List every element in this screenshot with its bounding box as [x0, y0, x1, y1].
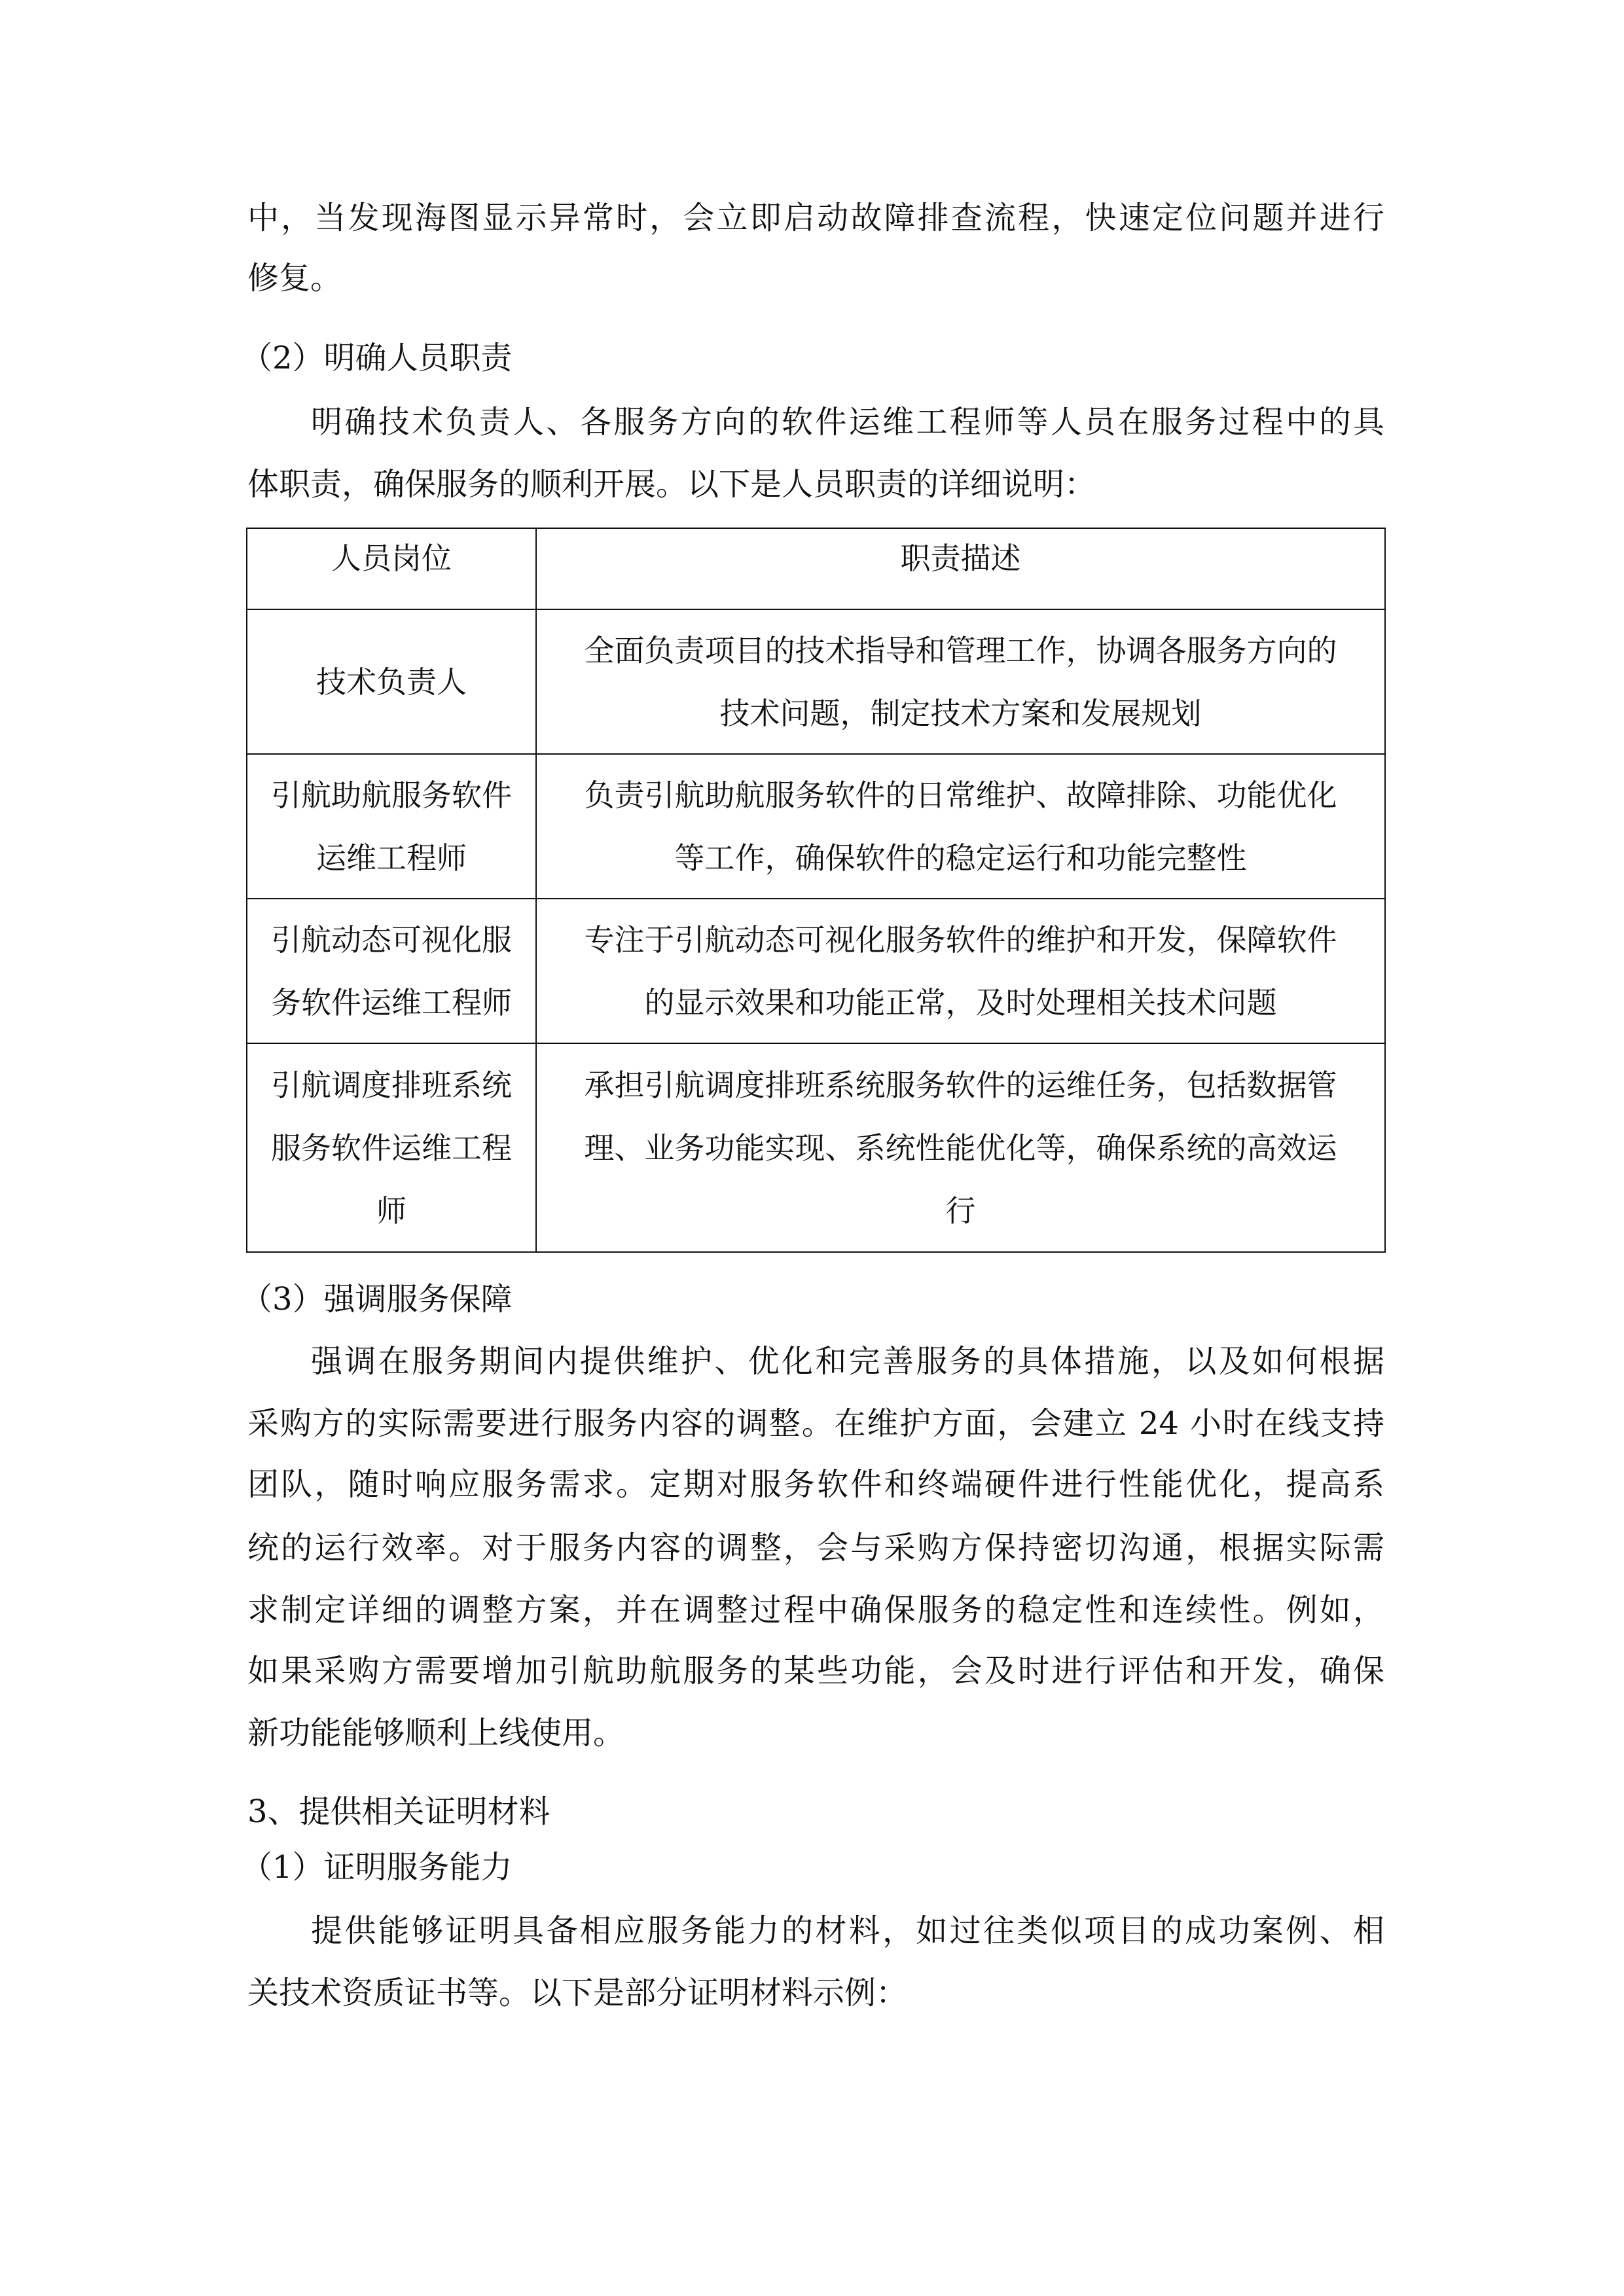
paragraph-line: 统的运行效率。对于服务内容的调整，会与采购方保持密切沟通，根据实际需 — [247, 1530, 1384, 1566]
role-cell — [247, 1043, 536, 1252]
role-text: 技术负责人 — [316, 664, 467, 700]
paragraph-line: 体职责，确保服务的顺利开展。以下是人员职责的详细说明： — [247, 466, 1096, 503]
description-text: 的显示效果和功能正常，及时处理相关技术问题 — [644, 984, 1277, 1020]
paragraph-line: 新功能能够顺利上线使用。 — [247, 1715, 625, 1751]
role-text: 运维工程师 — [316, 840, 467, 876]
paragraph-line: 团队，随时响应服务需求。定期对服务软件和终端硬件进行性能优化，提高系 — [247, 1466, 1384, 1503]
role-cell — [247, 899, 536, 1043]
paragraph-line: 如果采购方需要增加引航助航服务的某些功能，会及时进行评估和开发，确保 — [247, 1653, 1384, 1689]
paragraph-line: 关技术资质证书等。以下是部分证明材料示例： — [247, 1975, 908, 2011]
description-text: 专注于引航动态可视化服务软件的维护和开发，保障软件 — [584, 922, 1337, 958]
table-row — [247, 899, 1385, 1043]
role-text: 引航调度排班系统 — [271, 1067, 512, 1103]
paragraph-line: 强调在服务期间内提供维护、优化和完善服务的具体措施，以及如何根据 — [311, 1343, 1384, 1380]
description-text: 技术问题，制定技术方案和发展规划 — [719, 695, 1202, 731]
description-text: 等工作，确保软件的稳定运行和功能完整性 — [674, 840, 1247, 876]
intro-line: 修复。 — [247, 260, 342, 296]
table-row — [247, 754, 1385, 899]
section-heading: （2）明确人员职责 — [241, 340, 513, 376]
section-heading: （3）强调服务保障 — [241, 1281, 513, 1318]
role-text: 引航助航服务软件 — [271, 777, 512, 813]
description-text: 承担引航调度排班系统服务软件的运维任务，包括数据管 — [584, 1067, 1337, 1103]
role-text: 务软件运维工程师 — [271, 984, 512, 1020]
description-cell — [536, 899, 1385, 1043]
description-text: 理、业务功能实现、系统性能优化等，确保系统的高效运 — [584, 1130, 1337, 1166]
description-cell — [536, 1043, 1385, 1252]
paragraph-line: 明确技术负责人、各服务方向的软件运维工程师等人员在服务过程中的具 — [311, 404, 1384, 440]
paragraph-line: 求制定详细的调整方案，并在调整过程中确保服务的稳定性和连续性。例如， — [247, 1592, 1384, 1628]
description-text: 负责引航助航服务软件的日常维护、故障排除、功能优化 — [584, 777, 1337, 813]
description-cell — [536, 609, 1385, 754]
table-header-row — [247, 528, 1385, 609]
description-text: 全面负责项目的技术指导和管理工作，协调各服务方向的 — [584, 632, 1337, 668]
table-row — [247, 609, 1385, 754]
role-text: 师 — [376, 1193, 406, 1229]
role-cell — [247, 754, 536, 899]
chapter-heading: 3、提供相关证明材料 — [247, 1793, 550, 1830]
description-text: 行 — [945, 1193, 976, 1229]
paragraph-line: 采购方的实际需要进行服务内容的调整。在维护方面，会建立 24 小时在线支持 — [247, 1405, 1384, 1442]
table-row — [247, 1043, 1385, 1252]
description-cell — [536, 754, 1385, 899]
header-role: 人员岗位 — [247, 528, 536, 609]
role-text: 服务软件运维工程 — [271, 1130, 512, 1166]
paragraph-line: 提供能够证明具备相应服务能力的材料，如过往类似项目的成功案例、相 — [311, 1912, 1384, 1949]
intro-line: 中，当发现海图显示异常时，会立即启动故障排查流程，快速定位问题并进行 — [247, 200, 1384, 236]
header-description: 职责描述 — [536, 528, 1385, 609]
section-heading: （1）证明服务能力 — [241, 1849, 513, 1886]
role-text: 引航动态可视化服 — [271, 922, 512, 958]
responsibilities-table — [246, 528, 1386, 1253]
role-cell — [247, 609, 536, 754]
